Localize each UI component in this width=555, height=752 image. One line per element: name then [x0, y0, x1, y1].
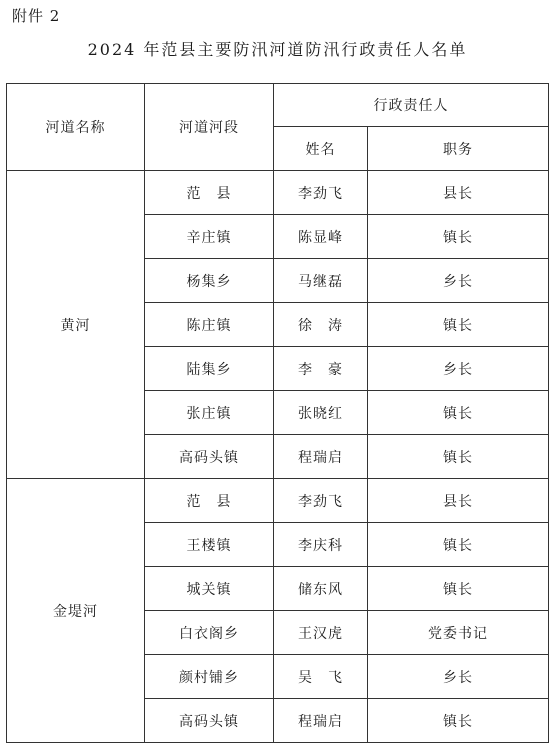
name-cell: 张晓红: [274, 391, 368, 435]
position-cell: 党委书记: [368, 611, 549, 655]
section-cell: 范 县: [145, 479, 274, 523]
position-cell: 县长: [368, 171, 549, 215]
name-cell: 程瑞启: [274, 699, 368, 743]
responsibility-table: [6, 83, 549, 743]
section-cell: 高码头镇: [145, 699, 274, 743]
document-title: 2024 年范县主要防汛河道防汛行政责任人名单: [87, 40, 468, 59]
position-cell: 乡长: [368, 655, 549, 699]
name-cell: 李 豪: [274, 347, 368, 391]
section-cell: 高码头镇: [145, 435, 274, 479]
header-admin-person: 行政责任人: [274, 84, 549, 127]
section-cell: 城关镇: [145, 567, 274, 611]
position-cell: 镇长: [368, 523, 549, 567]
name-cell: 李庆科: [274, 523, 368, 567]
header-river-name: 河道名称: [7, 84, 145, 171]
section-cell: 杨集乡: [145, 259, 274, 303]
section-cell: 张庄镇: [145, 391, 274, 435]
position-cell: 乡长: [368, 259, 549, 303]
river-name-cell: 金堤河: [7, 479, 145, 743]
position-cell: 乡长: [368, 347, 549, 391]
name-cell: 储东风: [274, 567, 368, 611]
header-section: 河道河段: [145, 84, 274, 171]
name-cell: 徐 涛: [274, 303, 368, 347]
name-cell: 马继磊: [274, 259, 368, 303]
name-cell: 程瑞启: [274, 435, 368, 479]
name-cell: 李劲飞: [274, 171, 368, 215]
section-cell: 陈庄镇: [145, 303, 274, 347]
section-cell: 白衣阁乡: [145, 611, 274, 655]
section-cell: 辛庄镇: [145, 215, 274, 259]
section-cell: 陆集乡: [145, 347, 274, 391]
position-cell: 镇长: [368, 215, 549, 259]
river-name-cell: 黄河: [7, 171, 145, 479]
position-cell: 镇长: [368, 391, 549, 435]
position-cell: 镇长: [368, 567, 549, 611]
section-cell: 范 县: [145, 171, 274, 215]
name-cell: 吴 飞: [274, 655, 368, 699]
header-position: 职务: [368, 127, 549, 171]
section-cell: 王楼镇: [145, 523, 274, 567]
position-cell: 镇长: [368, 435, 549, 479]
section-cell: 颜村铺乡: [145, 655, 274, 699]
name-cell: 李劲飞: [274, 479, 368, 523]
position-cell: 县长: [368, 479, 549, 523]
table-row: [7, 171, 549, 215]
position-cell: 镇长: [368, 303, 549, 347]
position-cell: 镇长: [368, 699, 549, 743]
name-cell: 王汉虎: [274, 611, 368, 655]
table-row: [7, 479, 549, 523]
attachment-label: 附件 2: [12, 7, 61, 25]
header-name: 姓名: [274, 127, 368, 171]
name-cell: 陈显峰: [274, 215, 368, 259]
header-row: [7, 84, 549, 127]
